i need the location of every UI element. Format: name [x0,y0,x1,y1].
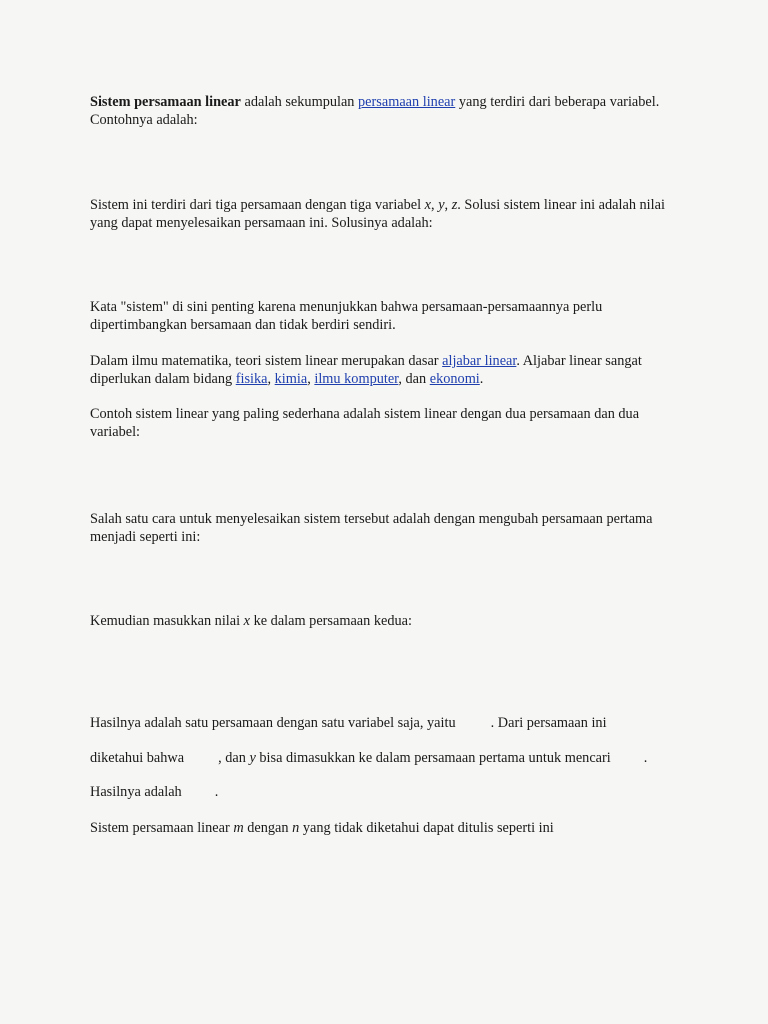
text: Sistem persamaan linear [90,820,234,836]
variable: x [243,613,251,629]
text: Dalam ilmu matematika, teori sistem linear merupakan dasar [90,353,443,369]
text: ke dalam persamaan kedua: [250,613,412,629]
text: . [479,371,484,387]
text: , dan [398,371,430,387]
text: dengan [243,820,293,836]
intro-paragraph [90,93,690,129]
text: , [444,197,452,213]
variable: n [292,820,300,836]
text: diketahui bahwa [90,750,185,766]
method-paragraph: Salah satu cara untuk menyelesaikan sistem tersebut adalah dengan mengubah persamaan pertama menjadi seperti ini: [90,511,653,545]
text: . Solusi sistem linear ini adalah nilai yang dapat menyelesaikan persamaan ini. Solusinya adalah: [90,197,665,231]
link-aljabar-linear[interactable]: aljabar linear [442,353,517,369]
text: , dan [218,750,250,766]
text: . Aljabar linear sangat diperlukan dalam bidang [90,353,642,387]
variable: y [438,197,445,213]
variable: z [451,197,458,213]
link-persamaan-linear[interactable]: persamaan linear [358,94,456,110]
result-line-1 [90,714,690,732]
term-heading: Sistem persamaan linear [90,94,241,110]
text: , [267,371,275,387]
text: Kemudian masukkan nilai [90,613,244,629]
simple-example-paragraph: Contoh sistem linear yang paling sederhana adalah sistem linear dengan dua persamaan dan dua variabel: [90,406,640,440]
variable: y [249,750,256,766]
text: , [431,197,439,213]
text: . [214,784,219,800]
result-line-2 [90,749,690,767]
text: yang tidak diketahui dapat ditulis seperti ini [299,820,554,836]
result-line-3 [90,783,690,801]
text: Hasilnya adalah [90,784,182,800]
variable: m [233,820,244,836]
link-ekonomi[interactable]: ekonomi [429,371,480,387]
substitute-paragraph [90,612,690,630]
link-ilmu-komputer[interactable]: ilmu komputer [314,371,399,387]
text: . [643,750,648,766]
solution-paragraph [90,196,690,232]
sistem-paragraph: Kata "sistem" di sini penting karena menunjukkan bahwa persamaan-persamaannya perlu dipertimbangkan bersamaan dan tidak berdiri sendiri. [90,299,603,333]
text: . Dari persamaan ini [490,715,607,731]
text: Hasilnya adalah satu persamaan dengan satu variabel saja, yaitu [90,715,456,731]
linear-algebra-paragraph [90,352,690,388]
link-fisika[interactable]: fisika [235,371,268,387]
text: , [307,371,315,387]
general-system-paragraph [90,819,690,837]
text: adalah sekumpulan [240,94,359,110]
variable: x [424,197,432,213]
text: bisa dimasukkan ke dalam persamaan pertama untuk mencari [255,750,611,766]
text: Sistem ini terdiri dari tiga persamaan dengan tiga variabel [90,197,425,213]
link-kimia[interactable]: kimia [274,371,308,387]
text: yang terdiri dari beberapa variabel. Contohnya adalah: [90,94,660,128]
